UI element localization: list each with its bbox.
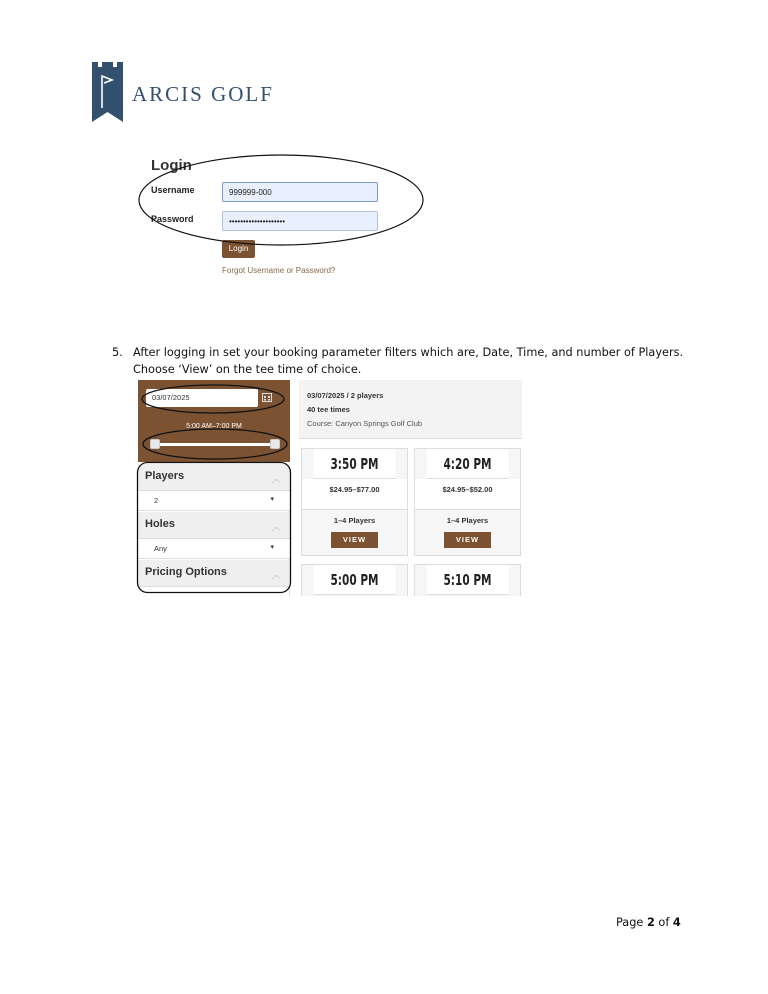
castle-flag-logo-icon (92, 62, 123, 122)
chevron-up-icon[interactable]: ︿ (271, 474, 281, 484)
caret-down-icon: ▾ (270, 544, 274, 551)
holes-filter-title: Holes (145, 518, 175, 530)
step-text: After logging in set your booking parameter filters which are, Date, Time, and number of Players. Choose ‘View’ on the tee time of choice. (133, 346, 684, 376)
tee-time-card (301, 564, 408, 596)
page-of-label: of (658, 916, 670, 929)
tee-time: 5:10 PM (427, 565, 509, 595)
password-field[interactable]: •••••••••••••••••••• (222, 211, 378, 231)
players-select-value: 2 (154, 496, 159, 505)
forgot-credentials-link[interactable]: Forgot Username or Password? (222, 266, 336, 275)
holes-select[interactable] (138, 539, 290, 559)
time-slider-end-handle[interactable] (270, 439, 280, 449)
login-title: Login (151, 157, 192, 174)
tee-time-card (414, 564, 521, 596)
chevron-up-icon[interactable]: ︿ (271, 570, 281, 580)
date-input[interactable]: 03/07/2025 (146, 389, 258, 407)
players-filter-header[interactable] (138, 464, 290, 491)
holes-filter-header[interactable] (138, 512, 290, 539)
arcis-golf-logo (92, 62, 272, 124)
players-select[interactable] (138, 491, 290, 511)
date-time-filter-panel (138, 380, 290, 462)
password-label: Password (151, 214, 194, 224)
view-button[interactable]: VIEW (444, 532, 491, 548)
step-number: 5. (112, 346, 123, 359)
username-label: Username (151, 185, 195, 195)
tee-time: 5:00 PM (314, 565, 396, 595)
summary-date-players: 03/07/2025 / 2 players (307, 391, 384, 400)
pricing-options-filter-title: Pricing Options (145, 566, 227, 578)
current-page: 2 (646, 916, 655, 929)
page-label: Page (616, 916, 644, 929)
tee-time-card (414, 448, 521, 556)
time-range-label: 5:00 AM–7:00 PM (186, 423, 242, 430)
tee-time-players: 1–4 Players (446, 516, 489, 525)
tee-time-price: $24.95–$77.00 (302, 479, 407, 510)
tee-time: 3:50 PM (314, 449, 396, 479)
time-slider-start-handle[interactable] (150, 439, 160, 449)
chevron-up-icon[interactable]: ︿ (271, 522, 281, 532)
login-screenshot (138, 150, 428, 285)
tee-time-players: 1–4 Players (333, 516, 376, 525)
login-button[interactable]: Login (222, 240, 255, 258)
page-number (616, 916, 681, 929)
tee-time-price: $24.95–$52.00 (415, 479, 520, 510)
time-slider-track[interactable] (152, 443, 278, 446)
filter-sidebar (138, 464, 290, 596)
summary-tee-time-count: 40 tee times (307, 405, 350, 414)
players-filter-title: Players (145, 470, 185, 482)
holes-select-value: Any (154, 544, 167, 553)
tee-time: 4:20 PM (427, 449, 509, 479)
summary-course: Course: Canyon Springs Golf Club (307, 419, 423, 428)
search-summary (299, 380, 522, 439)
booking-screenshot (138, 380, 522, 596)
tee-time-card (301, 448, 408, 556)
logo-wordmark: ARCIS GOLF (132, 82, 274, 106)
view-button[interactable]: VIEW (331, 532, 378, 548)
caret-down-icon: ▾ (270, 496, 274, 503)
username-field[interactable]: 999999-000 (222, 182, 378, 202)
pricing-options-filter-header[interactable] (138, 560, 290, 587)
total-pages: 4 (672, 916, 681, 929)
calendar-icon[interactable] (262, 392, 272, 402)
